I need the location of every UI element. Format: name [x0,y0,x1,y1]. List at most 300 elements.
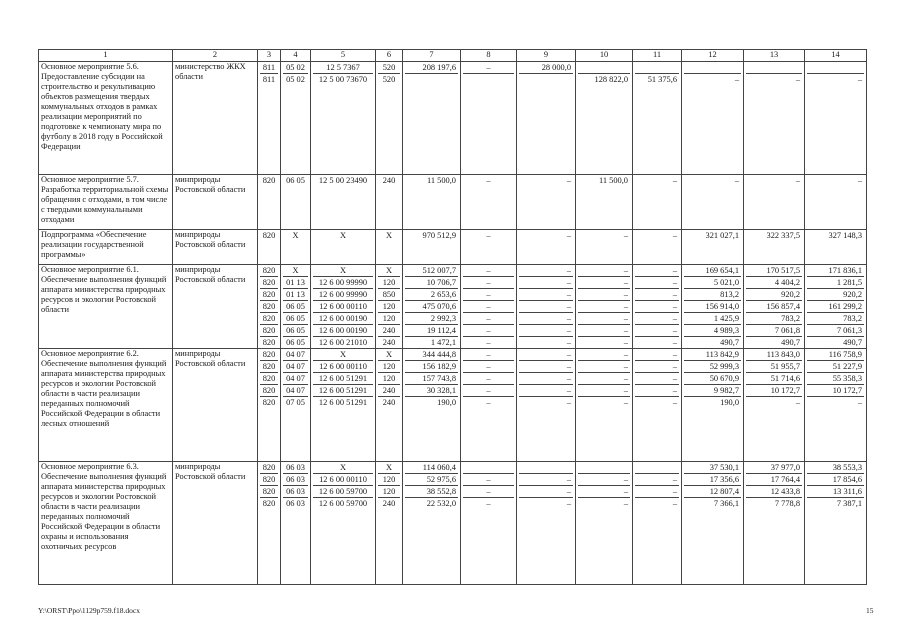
value-line: Х [378,349,400,361]
value-line: 05 02 [283,62,308,74]
value-line: 820 [260,373,278,385]
value-column-cell [403,230,461,265]
value-column-cell [376,265,403,349]
value-line: – [734,176,739,185]
value-line: 7 061,8 [746,325,802,337]
value-line: 2 653,6 [405,289,458,301]
value-column-cell [805,230,867,265]
value-line: – [463,325,514,337]
value-column-cell [281,349,311,462]
value-column-cell [258,62,281,175]
value-line: – [795,176,800,185]
value-line: – [578,349,630,361]
value-line: 783,2 [746,313,802,325]
value-line: – [519,313,573,325]
table-row [39,462,867,585]
value-line: 12 433,8 [746,486,802,498]
value-column-cell [633,175,682,230]
value-line: 128 822,0 [594,75,628,84]
value-line: – [519,277,573,289]
value-line: 156 914,0 [684,301,741,313]
value-column-cell [744,62,805,175]
value-line: 490,7 [781,338,800,347]
value-line: 169 654,1 [684,265,741,277]
value-line: 820 [260,361,278,373]
value-column-cell [517,462,576,585]
value-line: 490,7 [843,338,862,347]
column-number: 4 [281,50,311,62]
value-column-cell [805,265,867,349]
value-line: – [857,75,862,84]
value-line: – [578,373,630,385]
value-line: – [623,338,628,347]
value-line: 12 6 00 59700 [318,499,368,508]
value-column-cell [576,230,633,265]
value-line: – [519,289,573,301]
table-row [39,62,867,175]
value-column-cell [633,462,682,585]
value-line: Х [313,265,373,277]
value-column-cell [281,462,311,585]
value-line: – [519,474,573,486]
column-number: 1 [39,50,173,62]
value-line: 327 148,3 [828,231,862,240]
value-column-cell [461,265,517,349]
value-column-cell [744,265,805,349]
column-number: 14 [805,50,867,62]
value-line: 475 070,6 [405,301,458,313]
value-line: 07 05 [286,398,305,407]
value-line: 17 764,4 [746,474,802,486]
value-line: 06 05 [283,325,308,337]
value-column-cell [311,265,376,349]
document-file-path: Y:\ORST\Ppo\1129p759.f18.docx [38,606,140,615]
value-line: 06 05 [286,338,305,347]
value-column-cell [682,462,744,585]
value-column-cell [633,265,682,349]
value-column-cell [281,265,311,349]
value-line: 12 6 00 99990 [313,289,373,301]
value-line: – [519,373,573,385]
value-line: – [566,176,571,185]
value-line: 120 [378,361,400,373]
column-number-row [39,50,867,62]
value-line: – [566,499,571,508]
value-column-cell [461,349,517,462]
value-column-cell [461,462,517,585]
value-line [635,462,679,474]
value-line: 12 6 00 00190 [313,325,373,337]
budget-table [38,49,867,585]
value-line: 52 975,6 [405,474,458,486]
value-line: 820 [260,349,278,361]
value-line: 120 [378,277,400,289]
value-line: 190,0 [720,398,739,407]
value-line: 51 714,6 [746,373,802,385]
value-line: 157 743,8 [405,373,458,385]
value-line: 344 444,8 [405,349,458,361]
value-column-cell [744,462,805,585]
column-number: 3 [258,50,281,62]
value-line: – [463,474,514,486]
value-line: – [519,349,573,361]
value-line: 06 03 [283,486,308,498]
value-line: 17 854,6 [807,474,864,486]
value-line [578,62,630,74]
value-line: 820 [262,231,276,240]
value-line: 4 404,2 [746,277,802,289]
activity-name-cell: Основное мероприятие 5.6. Предоставление субсидии на строительство и рекультивацию объектов размещения твердых коммунальных отходов в рамках реализации мероприятий по подготовке к чемпионату мира по футболу в 2018 году в Российской Федерации [39,62,173,175]
value-line: 13 311,6 [807,486,864,498]
column-number: 13 [744,50,805,62]
value-column-cell [376,462,403,585]
value-line: 12 6 00 59700 [313,486,373,498]
value-line: 12 6 00 51291 [313,373,373,385]
value-line: 783,2 [807,313,864,325]
executor-cell: министерство ЖКХ области [173,62,258,175]
value-column-cell [576,62,633,175]
value-line: 28 000,0 [519,62,573,74]
value-line: – [486,398,491,407]
value-line: 5 021,0 [684,277,741,289]
value-line: 820 [260,301,278,313]
value-column-cell [682,62,744,175]
value-line: 970 512,9 [422,231,456,240]
value-column-cell [311,349,376,462]
value-line: 10 706,7 [405,277,458,289]
value-line: 01 13 [283,289,308,301]
value-line: 37 530,1 [684,462,741,474]
value-line: 12 6 00 21010 [318,338,368,347]
table-row [39,175,867,230]
value-line: 04 07 [283,373,308,385]
value-line: 51 227,9 [807,361,864,373]
value-column-cell [517,265,576,349]
value-line: – [463,313,514,325]
value-column-cell [744,175,805,230]
value-line: – [635,486,679,498]
value-line: – [635,289,679,301]
value-column-cell [682,175,744,230]
value-line: 06 05 [286,176,305,185]
executor-cell: минприроды Ростовской области [173,265,258,349]
column-number: 12 [682,50,744,62]
value-line [405,74,458,85]
value-line [578,462,630,474]
value-column-cell [682,230,744,265]
value-line: 7 061,3 [807,325,864,337]
value-line: – [635,313,679,325]
value-column-cell [311,62,376,175]
value-line: 50 670,9 [684,373,741,385]
value-line: – [578,277,630,289]
value-line: 321 027,1 [705,231,739,240]
value-column-cell [403,265,461,349]
value-column-cell [461,62,517,175]
value-column-cell [403,349,461,462]
value-line: – [578,325,630,337]
value-line: – [635,474,679,486]
value-line: 51 375,6 [647,75,677,84]
value-line: 322 337,5 [766,231,800,240]
value-column-cell [311,230,376,265]
value-line: 52 999,3 [684,361,741,373]
value-line: Х [313,462,373,474]
value-column-cell [805,349,867,462]
value-line: 12 6 00 51291 [318,398,368,407]
value-column-cell [311,462,376,585]
value-line: – [672,338,677,347]
value-line: – [635,277,679,289]
value-column-cell [517,62,576,175]
value-line: 820 [262,338,276,347]
table-row [39,230,867,265]
value-line: – [672,398,677,407]
value-column-cell [633,349,682,462]
value-line: 240 [382,499,396,508]
value-line: – [672,499,677,508]
value-line: – [578,313,630,325]
value-line: – [486,499,491,508]
value-line: 240 [378,385,400,397]
value-line: 113 842,9 [684,349,741,361]
value-line: – [486,176,491,185]
value-line: 06 05 [283,301,308,313]
value-line: – [463,301,514,313]
value-column-cell [517,349,576,462]
value-column-cell [376,230,403,265]
value-line: – [635,301,679,313]
value-line: 05 02 [286,75,305,84]
value-column-cell [281,230,311,265]
value-line: – [519,361,573,373]
value-line: 120 [378,474,400,486]
value-line: 170 517,5 [746,265,802,277]
value-line: 12 6 00 51291 [313,385,373,397]
value-line: – [463,62,514,74]
value-line: 1 472,1 [430,338,456,347]
value-line: 512 007,7 [405,265,458,277]
value-line: 51 955,7 [746,361,802,373]
value-line: 04 07 [283,349,308,361]
value-column-cell [682,265,744,349]
value-line: Х [339,231,347,240]
value-line: – [578,265,630,277]
value-line: 01 13 [283,277,308,289]
table-body [39,50,867,585]
value-line: 920,2 [807,289,864,301]
value-line: 208 197,6 [405,62,458,74]
value-column-cell [311,175,376,230]
value-line: 17 356,6 [684,474,741,486]
value-line: 30 328,1 [405,385,458,397]
value-line: 820 [260,486,278,498]
value-column-cell [576,265,633,349]
value-line: 38 553,3 [807,462,864,474]
value-column-cell [376,349,403,462]
executor-cell: минприроды Ростовской области [173,462,258,585]
value-line: Х [385,231,393,240]
value-line: 820 [260,265,278,277]
value-line: – [795,398,800,407]
value-line: – [635,361,679,373]
value-line: – [578,474,630,486]
value-line: – [566,338,571,347]
executor-cell: минприроды Ростовской области [173,349,258,462]
value-line: 240 [382,176,396,185]
column-number: 10 [576,50,633,62]
activity-name-cell: Основное мероприятие 6.1. Обеспечение выполнения функций аппарата министерства природных ресурсов и экологии Ростовской области [39,265,173,349]
value-column-cell [744,230,805,265]
value-line: 114 060,4 [405,462,458,474]
value-line: 156 182,9 [405,361,458,373]
value-line: 19 112,4 [405,325,458,337]
column-number: 8 [461,50,517,62]
value-line [463,74,514,85]
value-line: 520 [378,62,400,74]
value-line [635,62,679,74]
value-line: 06 05 [283,313,308,325]
value-line: 240 [382,398,396,407]
value-line: 161 299,2 [807,301,864,313]
value-line [684,62,741,74]
table-row [39,265,867,349]
value-line: 10 172,7 [746,385,802,397]
value-line: – [672,231,677,240]
value-line: 120 [378,301,400,313]
column-number: 2 [173,50,258,62]
value-line: – [519,301,573,313]
value-line: 9 982,7 [684,385,741,397]
value-column-cell [633,62,682,175]
activity-name-cell: Основное мероприятие 6.2. Обеспечение выполнения функций аппарата министерства природных ресурсов и экологии Ростовской области в части реализации переданных полномочий Российской Федерации в области лесных отношений [39,349,173,462]
value-line: – [623,499,628,508]
value-column-cell [376,62,403,175]
value-line: – [578,301,630,313]
value-line: 4 989,3 [684,325,741,337]
value-line: – [672,176,677,185]
activity-name-cell: Подпрограмма «Обеспечение реализации государственной программы» [39,230,173,265]
value-line: 2 992,3 [405,313,458,325]
value-line: 22 532,0 [426,499,456,508]
column-number: 11 [633,50,682,62]
value-column-cell [633,230,682,265]
value-line: – [623,231,628,240]
value-column-cell [461,230,517,265]
value-line: – [519,486,573,498]
value-line [519,74,573,85]
value-line: 12 5 00 23490 [318,176,368,185]
value-line: 06 03 [283,474,308,486]
value-line: – [486,231,491,240]
value-line: Х [378,265,400,277]
value-line: 12 5 00 73670 [318,75,368,84]
value-column-cell [805,175,867,230]
value-line: 04 07 [283,361,308,373]
value-line: 820 [260,385,278,397]
value-line: – [463,361,514,373]
value-column-cell [576,462,633,585]
value-line: Х [378,462,400,474]
value-column-cell [258,265,281,349]
budget-table-container [38,49,867,585]
value-line: 820 [260,289,278,301]
value-line: Х [283,265,308,277]
value-line: 820 [260,277,278,289]
value-line: – [463,385,514,397]
value-line: 37 977,0 [746,462,802,474]
value-line: – [578,361,630,373]
value-line: 12 5 7367 [313,62,373,74]
value-line: – [519,325,573,337]
executor-cell: минприроды Ростовской области [173,175,258,230]
column-number: 6 [376,50,403,62]
value-line: – [635,265,679,277]
page-number: 15 [866,606,874,615]
value-line: 55 358,3 [807,373,864,385]
value-column-cell [744,349,805,462]
value-line: 820 [262,398,276,407]
value-line: Х [313,349,373,361]
value-line: – [486,338,491,347]
value-line: 820 [262,176,276,185]
value-line [807,62,864,74]
value-line: 920,2 [746,289,802,301]
value-line: 520 [382,75,396,84]
value-line: – [857,176,862,185]
value-line: 850 [378,289,400,301]
value-line: – [463,486,514,498]
value-line: – [623,398,628,407]
column-number: 7 [403,50,461,62]
value-line: – [795,75,800,84]
value-line: – [578,486,630,498]
value-line: 820 [260,325,278,337]
value-line: – [463,349,514,361]
value-line: 120 [378,373,400,385]
value-line: 06 03 [283,462,308,474]
value-line: 12 6 00 00110 [313,361,373,373]
activity-name-cell: Основное мероприятие 6.3. Обеспечение выполнения функций аппарата министерства природных ресурсов и экологии Ростовской области в части реализации переданных полномочий Российской Федерации в области охраны и использования охотничьих ресурсов [39,462,173,585]
value-line: 7 387,1 [836,499,862,508]
value-line: 7 778,8 [774,499,800,508]
value-column-cell [805,62,867,175]
value-line: – [519,385,573,397]
value-line: 820 [260,462,278,474]
value-column-cell [682,349,744,462]
value-line: Х [292,231,299,240]
value-line: – [463,289,514,301]
value-column-cell [258,230,281,265]
value-line: 1 281,5 [807,277,864,289]
value-line [746,62,802,74]
value-line: 240 [382,338,396,347]
value-column-cell [517,230,576,265]
column-number: 5 [311,50,376,62]
value-line: 11 500,0 [426,176,456,185]
value-line: – [463,265,514,277]
value-line: 38 552,8 [405,486,458,498]
value-line: 490,7 [720,338,739,347]
value-column-cell [403,175,461,230]
value-line: 1 425,9 [684,313,741,325]
value-column-cell [805,462,867,585]
value-line: – [635,373,679,385]
value-line: – [463,373,514,385]
value-line: 10 172,7 [807,385,864,397]
value-line [463,462,514,474]
value-line: – [519,265,573,277]
